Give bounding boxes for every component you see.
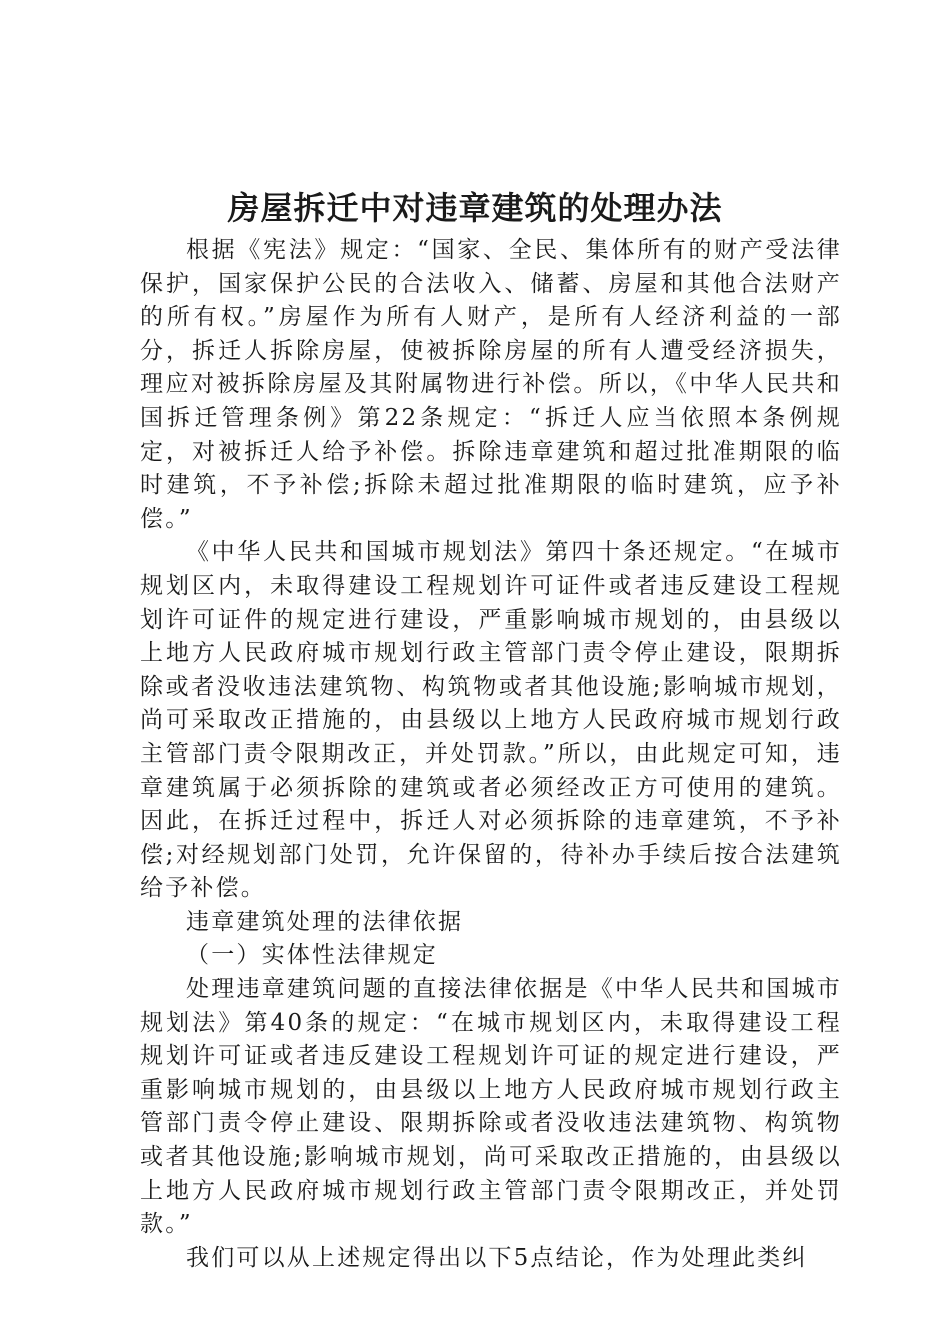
document-title: 房屋拆迁中对违章建筑的处理办法 [227,189,723,227]
section-heading-legal-basis: 违章建筑处理的法律依据 [186,908,464,935]
paragraph-conclusions-intro: 我们可以从上述规定得出以下5点结论，作为处理此类纠 [186,1244,808,1271]
paragraph-article-40: 处理违章建筑问题的直接法律依据是《中华人民共和国城市规划法》第40条的规定：“在城市规划区内，未取得建设工程规划许可证或者违反建设工程规划许可证的规定进行建设，严重影响城市规划的，由县级以上地方人民政府城市规划行政主管部门责令停止建设、限期拆除或者没收违法建筑物、构筑物或者其他设施;影响城市规划，尚可采取改正措施的，由县级以上地方人民政府城市规划行政主管部门责令限期改正，并处罚款。” [140,976,842,1238]
paragraph-constitution-basis: 根据《宪法》规定：“国家、全民、集体所有的财产受法律保护，国家保护公民的合法收入、储蓄、房屋和其他合法财产的所有权。”房屋作为所有人财产，是所有人经济利益的一部分，拆迁人拆除房屋，使被拆除房屋的所有人遭受经济损失，理应对被拆除房屋及其附属物进行补偿。所以，《中华人民共和国拆迁管理条例》第22条规定：“拆迁人应当依照本条例规定，对被拆迁人给予补偿。拆除违章建筑和超过批准期限的临时建筑，不予补偿;拆除未超过批准期限的临时建筑，应予补偿。” [140,237,842,532]
subsection-heading-substantive-law: （一）实体性法律规定 [186,942,438,969]
document-body [140,234,842,1275]
paragraph-urban-planning-law: 《中华人民共和国城市规划法》第四十条还规定。“在城市规划区内，未取得建设工程规划许可证件或者违反建设工程规划许可证件的规定进行建设，严重影响城市规划的，由县级以上地方人民政府城市规划行政主管部门责令停止建设，限期拆除或者没收违法建筑物、构筑物或者其他设施;影响城市规划，尚可采取改正措施的，由县级以上地方人民政府城市规划行政主管部门责令限期改正，并处罚款。”所以，由此规定可知，违章建筑属于必须拆除的建筑或者必须经改正方可使用的建筑。因此，在拆迁过程中，拆迁人对必须拆除的违章建筑，不予补偿;对经规划部门处罚，允许保留的，待补办手续后按合法建筑给予补偿。 [140,539,842,902]
